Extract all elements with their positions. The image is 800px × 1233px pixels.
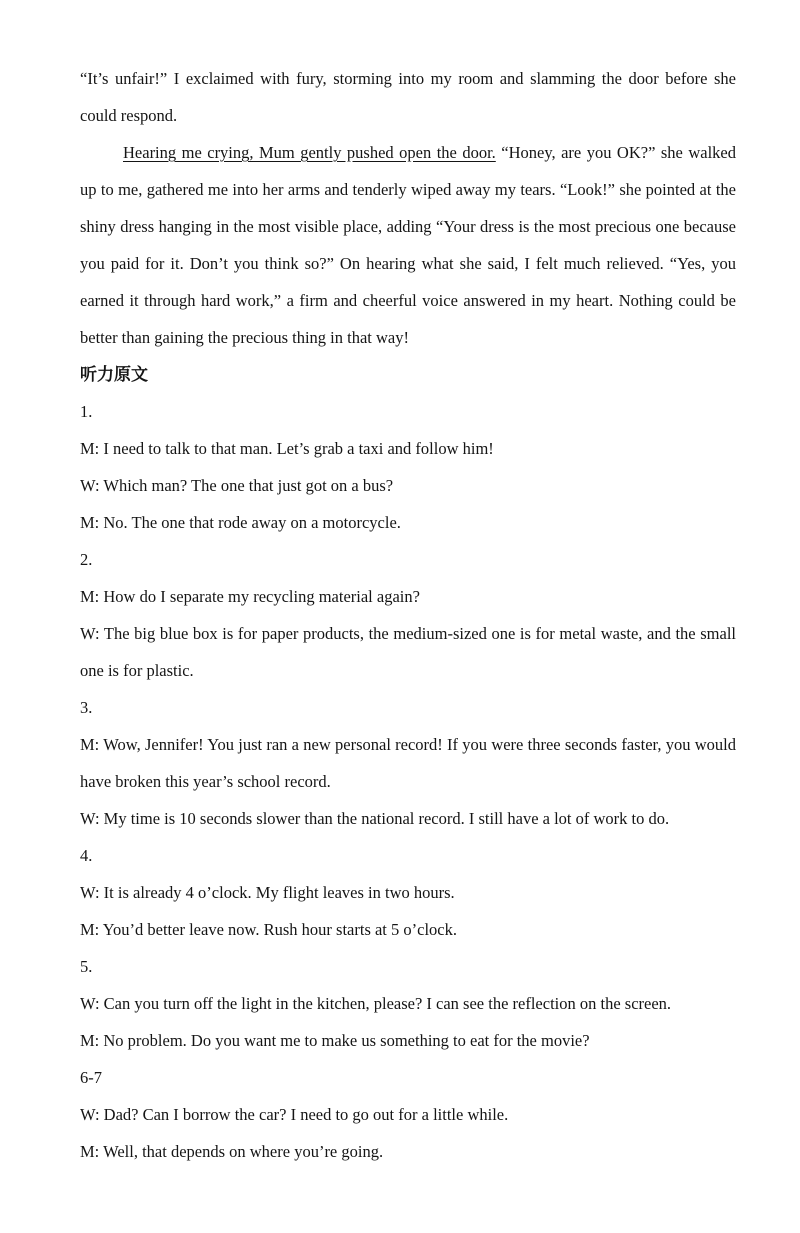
transcript-line: W: Dad? Can I borrow the car? I need to go out for a little while. — [80, 1105, 509, 1124]
transcript-line: M: No problem. Do you want me to make us something to eat for the movie? — [80, 1031, 590, 1050]
underlined-sentence: Hearing me crying, Mum gently pushed open the door. — [123, 143, 496, 162]
transcript-item-label: 4. — [80, 846, 93, 865]
transcript-line: W: My time is 10 seconds slower than the national record. I still have a lot of work to do. — [80, 809, 670, 828]
transcript-heading: 听力原文 — [80, 365, 148, 384]
transcript-item-label: 5. — [80, 957, 93, 976]
transcript-item-label: 1. — [80, 402, 93, 421]
story-paragraph-1: “It’s unfair!” I exclaimed with fury, storming into my room and slamming the door before she could respond. — [80, 69, 736, 125]
transcript-line: W: Can you turn off the light in the kitchen, please? I can see the reflection on the screen. — [80, 994, 672, 1013]
transcript-item-label: 2. — [80, 550, 93, 569]
transcript-line: W: The big blue box is for paper products, the medium-sized one is for metal waste, and the small one is for plastic. — [80, 624, 736, 680]
transcript-line: M: No. The one that rode away on a motorcycle. — [80, 513, 401, 532]
transcript-line: M: Well, that depends on where you’re going. — [80, 1142, 384, 1161]
story-paragraph-2-rest: “Honey, are you OK?” she walked up to me, gathered me into her arms and tenderly wiped away my tears. “Look!” she pointed at the shiny dress hanging in the most visible place, adding “Your dress is the most precious one because you paid for it. Don’t you think so?” On hearing what she said, I felt much relieved. “Yes, you earned it through hard work,” a firm and cheerful voice answered in my heart. Nothing could be better than gaining the precious thing in that way! — [80, 143, 736, 347]
transcript-line: W: Which man? The one that just got on a bus? — [80, 476, 394, 495]
story-paragraph-2 — [80, 134, 736, 356]
transcript-item-label: 3. — [80, 698, 93, 717]
transcript-line: M: I need to talk to that man. Let’s grab a taxi and follow him! — [80, 439, 494, 458]
transcript-line: W: It is already 4 o’clock. My flight leaves in two hours. — [80, 883, 455, 902]
transcript-line: M: How do I separate my recycling material again? — [80, 587, 420, 606]
transcript-item-label: 6-7 — [80, 1068, 102, 1087]
transcript-line: M: You’d better leave now. Rush hour starts at 5 o’clock. — [80, 920, 457, 939]
transcript-line: M: Wow, Jennifer! You just ran a new personal record! If you were three seconds faster, you would have broken this year’s school record. — [80, 735, 736, 791]
